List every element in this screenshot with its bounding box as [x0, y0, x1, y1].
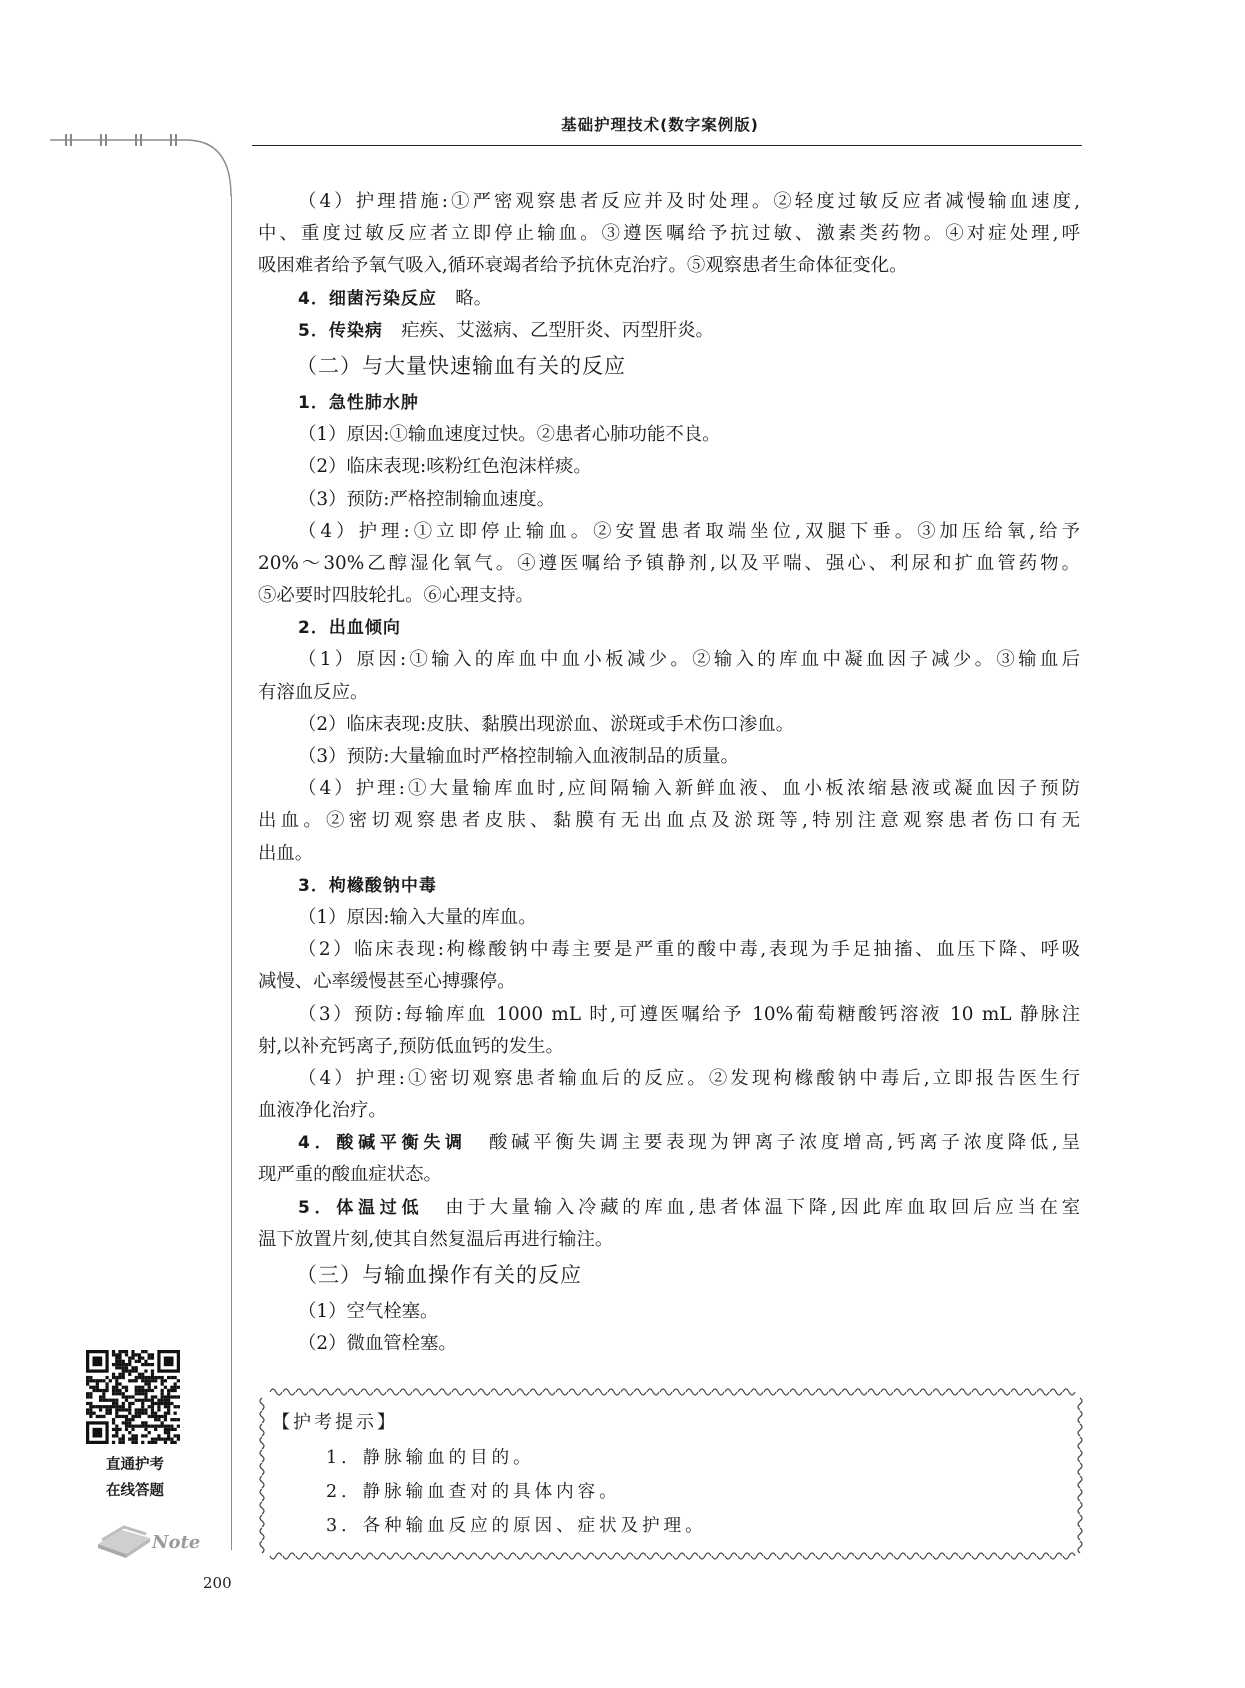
paragraph-line: （1）原因:①输血速度过快。②患者心肺功能不良。 — [298, 424, 721, 446]
tip-item: 1．静脉输血的目的。 — [326, 1448, 535, 1468]
page-number: 200 — [203, 1574, 232, 1592]
subsection-heading: （三）与输血操作有关的反应 — [296, 1263, 582, 1287]
heading-line — [258, 283, 1080, 315]
item-heading: 3．枸橼酸钠中毒 — [298, 875, 437, 896]
tip-box-title: 【护考提示】 — [272, 1412, 398, 1433]
paragraph-line: （2）临床表现:皮肤、黏膜出现淤血、淤斑或手术伤口渗血。 — [298, 713, 795, 735]
paragraph-line: 有溶血反应。 — [258, 681, 369, 703]
tip-item: 2．静脉输血查对的具体内容。 — [326, 1482, 621, 1502]
paragraph-line: （3）预防:严格控制输血速度。 — [298, 488, 555, 510]
note-logo-text: Note — [152, 1532, 201, 1553]
paragraph-line: 中、重度过敏反应者立即停止输血。③遵医嘱给予抗过敏、激素类药物。④对症处理,呼 — [258, 223, 1080, 245]
item-heading: 2．出血倾向 — [298, 618, 401, 639]
item-text: 由于大量输入冷藏的库血,患者体温下降,因此库血取回后应当在室 — [423, 1196, 1080, 1218]
paragraph-line: 温下放置片刻,使其自然复温后再进行输注。 — [258, 1228, 614, 1250]
paragraph-line: （1）原因:输入大量的库血。 — [298, 906, 537, 928]
item-heading: 4．酸碱平衡失调 — [298, 1133, 467, 1154]
paragraph-line: （2）临床表现:枸橼酸钠中毒主要是严重的酸中毒,表现为手足抽搐、血压下降、呼吸 — [298, 939, 1080, 961]
note-logo — [92, 1516, 202, 1560]
paragraph-line: 出血。②密切观察患者皮肤、黏膜有无出血点及淤斑等,特别注意观察患者伤口有无 — [258, 810, 1080, 832]
exam-tip-box — [258, 1384, 1084, 1564]
paragraph-line: （4）护理:①密切观察患者输血后的反应。②发现枸橼酸钠中毒后,立即报告医生行 — [298, 1067, 1080, 1089]
paragraph-line: 减慢、心率缓慢甚至心搏骤停。 — [258, 971, 516, 993]
heading-line — [258, 315, 1080, 347]
margin-rule — [231, 195, 232, 1550]
paragraph-line: 血液净化治疗。 — [258, 1100, 387, 1122]
paragraph-line: （4）护理:①立即停止输血。②安置患者取端坐位,双腿下垂。③加压给氧,给予 — [298, 520, 1080, 542]
paragraph-line: （2）微血管栓塞。 — [298, 1333, 457, 1355]
qr-caption-line-2: 在线答题 — [106, 1483, 164, 1499]
paragraph-line: 射,以补充钙离子,预防低血钙的发生。 — [258, 1035, 564, 1057]
body-text — [258, 186, 1080, 1360]
subsection-heading: （二）与大量快速输血有关的反应 — [296, 353, 626, 378]
paragraph-line: 现严重的酸血症状态。 — [258, 1164, 442, 1186]
item-heading: 4．细菌污染反应 — [298, 288, 437, 309]
item-heading: 5．体温过低 — [298, 1197, 424, 1218]
heading-line — [258, 1127, 1080, 1159]
paragraph-line: ⑤必要时四肢轮扎。⑥心理支持。 — [258, 585, 534, 607]
paragraph-line: 出血。 — [258, 842, 314, 864]
item-text: 疟疾、艾滋病、乙型肝炎、丙型肝炎。 — [382, 319, 714, 341]
paragraph-line: （4）护理措施:①严密观察患者反应并及时处理。②轻度过敏反应者减慢输血速度, — [298, 191, 1080, 212]
paragraph-line: 20%～30%乙醇湿化氧气。④遵医嘱给予镇静剂,以及平喘、强心、利尿和扩血管药物。 — [258, 552, 1080, 574]
qr-caption-line-1: 直通护考 — [106, 1457, 164, 1473]
margin-decoration — [0, 130, 235, 200]
paragraph-line: 吸困难者给予氧气吸入,循环衰竭者给予抗休克治疗。⑤观察患者生命体征变化。 — [258, 255, 908, 277]
item-text: 酸碱平衡失调主要表现为钾离子浓度增高,钙离子浓度降低,呈 — [466, 1132, 1080, 1154]
tip-item: 3．各种输血反应的原因、症状及护理。 — [326, 1516, 707, 1536]
item-heading: 1．急性肺水肿 — [298, 392, 419, 413]
running-header: 基础护理技术(数字案例版) — [561, 116, 759, 134]
qr-code — [86, 1350, 180, 1444]
paragraph-line: （1）原因:①输入的库血中血小板减少。②输入的库血中凝血因子减少。③输血后 — [298, 649, 1080, 671]
heading-line — [258, 1192, 1080, 1224]
paragraph-line: （1）空气栓塞。 — [298, 1301, 439, 1322]
paragraph-line: （4）护理:①大量输库血时,应间隔输入新鲜血液、血小板浓缩悬液或凝血因子预防 — [298, 778, 1080, 800]
header-rule — [252, 145, 1082, 146]
paragraph-line: （3）预防:每输库血 1000 mL 时,可遵医嘱给予 10%葡萄糖酸钙溶液 10 mL 静脉注 — [298, 1003, 1080, 1025]
paragraph-line: （3）预防:大量输血时严格控制输入血液制品的质量。 — [298, 746, 739, 767]
item-text: 略。 — [436, 287, 493, 309]
paragraph-line: （2）临床表现:咳粉红色泡沫样痰。 — [298, 456, 592, 478]
item-heading: 5．传染病 — [298, 320, 383, 341]
